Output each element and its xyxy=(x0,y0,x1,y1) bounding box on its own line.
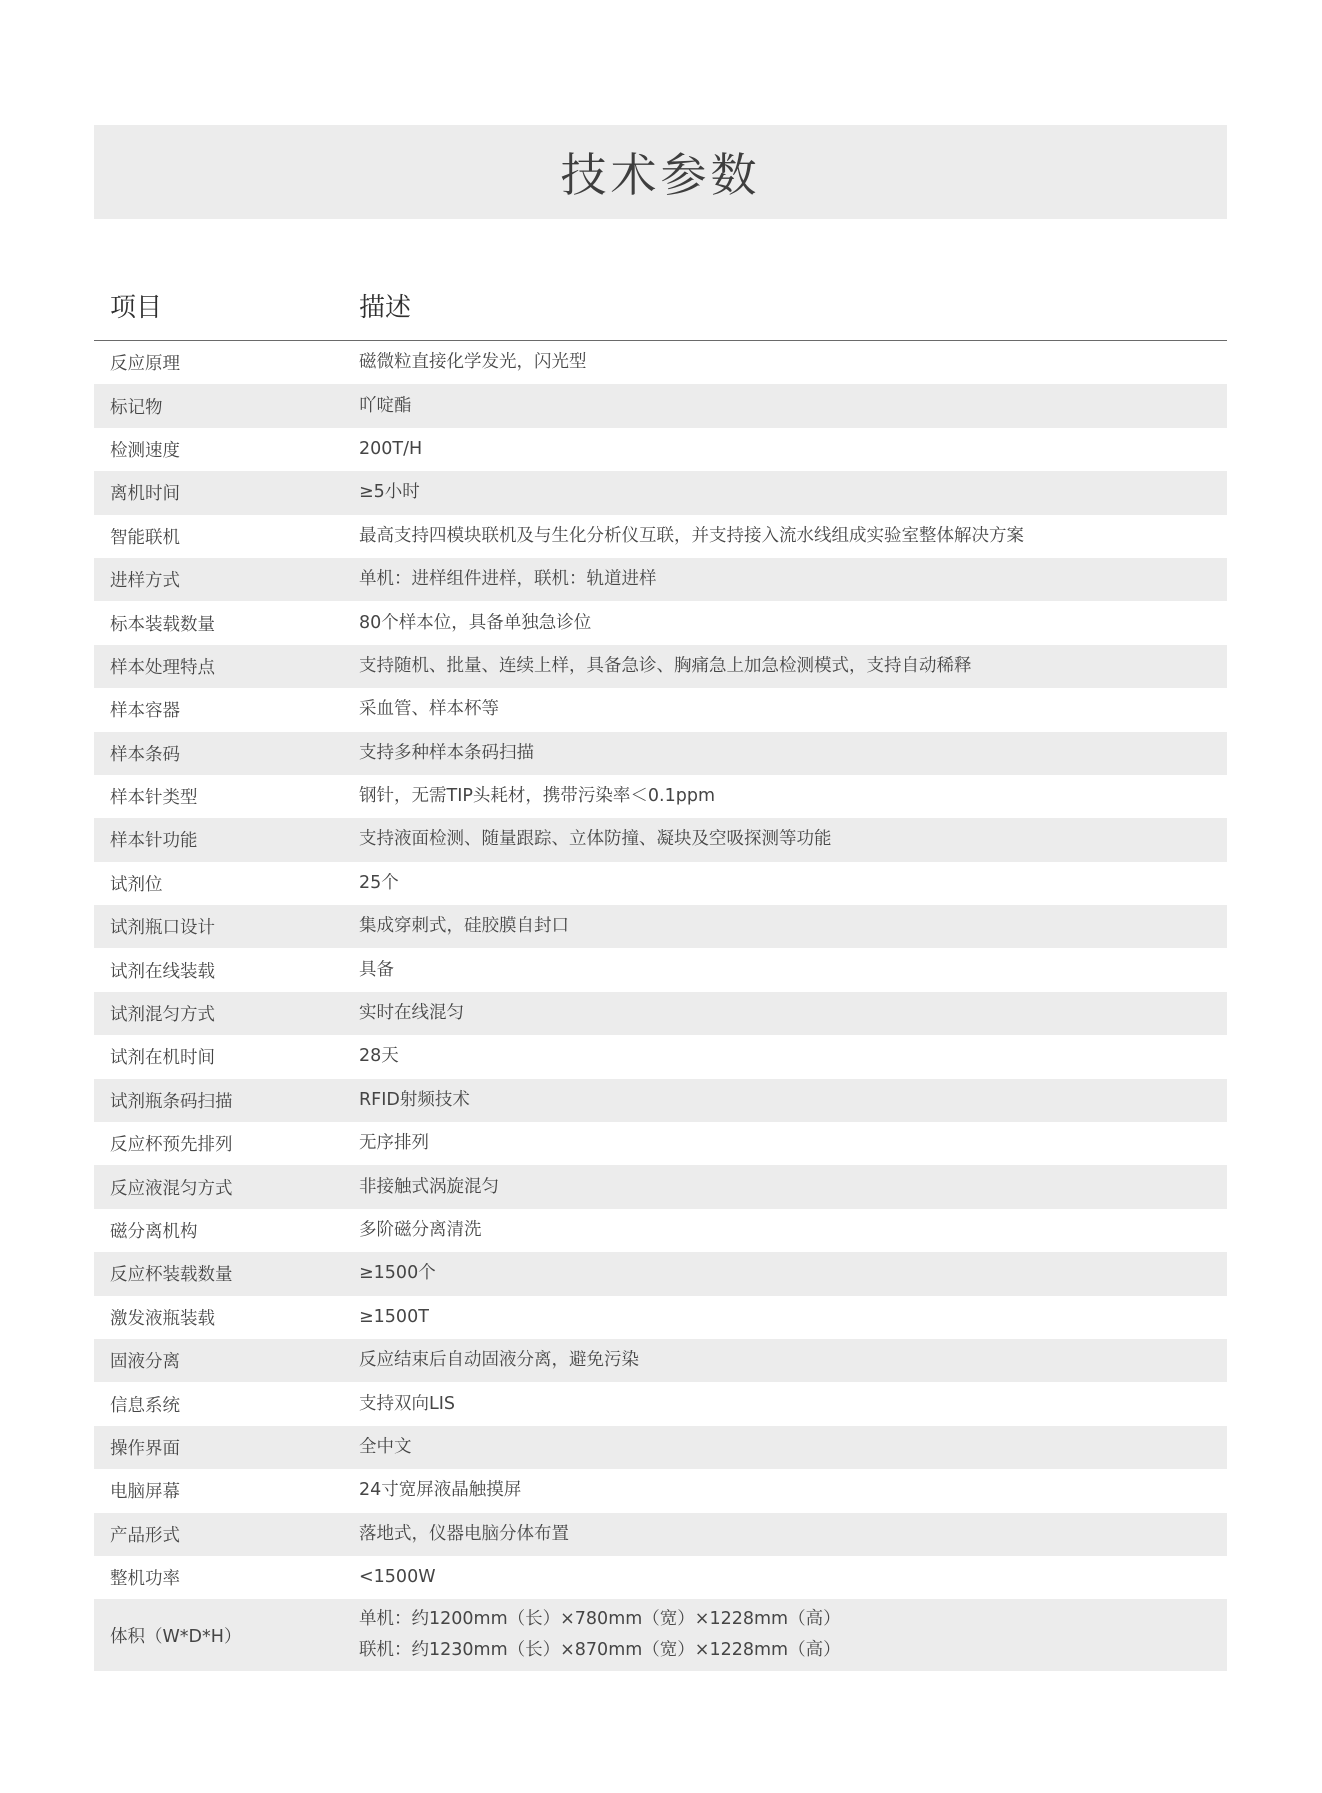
row-item: 电脑屏幕 xyxy=(110,1482,180,1503)
row-item: 进样方式 xyxy=(110,571,180,592)
row-item: 固液分离 xyxy=(110,1352,180,1373)
row-desc-line: 24寸宽屏液晶触摸屏 xyxy=(359,1480,522,1501)
row-desc xyxy=(359,1258,1227,1289)
row-desc xyxy=(359,434,1227,465)
row-desc xyxy=(359,608,1227,639)
row-desc xyxy=(359,1562,1227,1593)
row-desc xyxy=(359,1041,1227,1072)
row-item: 离机时间 xyxy=(110,484,180,505)
row-desc-line: 非接触式涡旋混匀 xyxy=(359,1176,499,1197)
row-desc-line: 最高支持四模块联机及与生化分析仪互联，并支持接入流水线组成实验室整体解决方案 xyxy=(359,525,1024,546)
row-item: 反应杯装载数量 xyxy=(110,1265,233,1286)
row-item: 反应液混匀方式 xyxy=(110,1178,233,1199)
table-row xyxy=(94,732,1227,775)
row-desc-line: <1500W xyxy=(359,1567,436,1588)
table-row xyxy=(94,1426,1227,1469)
row-desc xyxy=(359,1085,1227,1116)
table-row xyxy=(94,992,1227,1035)
row-item: 检测速度 xyxy=(110,440,180,461)
row-item: 试剂混匀方式 xyxy=(110,1005,215,1026)
spec-table xyxy=(94,270,1227,1671)
row-desc xyxy=(359,911,1227,942)
table-row xyxy=(94,905,1227,948)
row-desc xyxy=(359,347,1227,378)
row-desc xyxy=(359,1215,1227,1246)
row-item: 整机功率 xyxy=(110,1569,180,1590)
row-desc xyxy=(359,1172,1227,1203)
row-desc xyxy=(359,1432,1227,1463)
table-row xyxy=(94,1556,1227,1599)
table-row xyxy=(94,558,1227,601)
table-row xyxy=(94,818,1227,861)
table-row xyxy=(94,1035,1227,1078)
row-desc xyxy=(359,1604,1227,1666)
table-row xyxy=(94,1382,1227,1425)
row-desc xyxy=(359,1389,1227,1420)
row-item: 激发液瓶装载 xyxy=(110,1308,215,1329)
table-row xyxy=(94,471,1227,514)
header-desc: 描述 xyxy=(359,292,412,323)
page-title: 技术参数 xyxy=(560,148,761,202)
row-desc-line: 磁微粒直接化学发光，闪光型 xyxy=(359,352,587,373)
row-desc xyxy=(359,998,1227,1029)
row-item: 体积（W*D*H） xyxy=(110,1626,242,1647)
table-row xyxy=(94,1513,1227,1556)
table-row xyxy=(94,384,1227,427)
row-item: 试剂在机时间 xyxy=(110,1048,215,1069)
row-desc xyxy=(359,521,1227,552)
table-row xyxy=(94,775,1227,818)
table-row xyxy=(94,1122,1227,1165)
row-desc xyxy=(359,868,1227,899)
row-item: 反应杯预先排列 xyxy=(110,1135,233,1156)
row-item: 试剂瓶条码扫描 xyxy=(110,1091,233,1112)
row-desc-line: 具备 xyxy=(359,959,394,980)
row-desc xyxy=(359,1345,1227,1376)
row-desc xyxy=(359,477,1227,508)
table-row xyxy=(94,1339,1227,1382)
table-row xyxy=(94,948,1227,991)
row-desc-line: 支持液面检测、随量跟踪、立体防撞、凝块及空吸探测等功能 xyxy=(359,829,832,850)
table-body xyxy=(94,341,1227,1671)
row-desc-line: 25个 xyxy=(359,872,399,893)
row-item: 样本条码 xyxy=(110,744,180,765)
table-header xyxy=(94,270,1227,341)
table-row xyxy=(94,1165,1227,1208)
row-item: 信息系统 xyxy=(110,1395,180,1416)
table-row xyxy=(94,862,1227,905)
row-item: 样本处理特点 xyxy=(110,657,215,678)
table-row xyxy=(94,1252,1227,1295)
row-item: 产品形式 xyxy=(110,1525,180,1546)
row-desc xyxy=(359,1519,1227,1550)
table-row xyxy=(94,1469,1227,1512)
row-desc xyxy=(359,955,1227,986)
table-row xyxy=(94,515,1227,558)
row-item: 操作界面 xyxy=(110,1438,180,1459)
row-desc-line: 单机：约1200mm（长）×780mm（宽）×1228mm（高） xyxy=(359,1609,841,1630)
row-desc-line: 无序排列 xyxy=(359,1133,429,1154)
row-desc xyxy=(359,738,1227,769)
row-desc-line: 80个样本位，具备单独急诊位 xyxy=(359,612,592,633)
table-row xyxy=(94,1209,1227,1252)
row-desc-line: 吖啶酯 xyxy=(359,395,412,416)
row-item: 标本装载数量 xyxy=(110,614,215,635)
row-desc-line: 实时在线混匀 xyxy=(359,1003,464,1024)
row-item: 磁分离机构 xyxy=(110,1222,198,1242)
row-item: 反应原理 xyxy=(110,354,180,375)
row-desc xyxy=(359,564,1227,595)
row-desc-line: ≥5小时 xyxy=(359,482,420,503)
row-desc-line: 28天 xyxy=(359,1046,399,1067)
row-desc xyxy=(359,651,1227,682)
row-desc-line: ≥1500T xyxy=(359,1306,429,1327)
table-row xyxy=(94,341,1227,384)
row-item: 样本容器 xyxy=(110,701,180,722)
table-row xyxy=(94,1296,1227,1339)
row-desc-line: 钢针，无需TIP头耗材，携带污染率＜0.1ppm xyxy=(359,786,715,807)
row-desc-line: 落地式，仪器电脑分体布置 xyxy=(359,1523,569,1544)
row-desc-line: 200T/H xyxy=(359,438,423,459)
row-desc-line: 多阶磁分离清洗 xyxy=(359,1220,482,1240)
table-row xyxy=(94,645,1227,688)
table-row xyxy=(94,428,1227,471)
row-desc-line: 支持多种样本条码扫描 xyxy=(359,742,534,763)
row-item: 试剂瓶口设计 xyxy=(110,918,215,939)
row-desc-line: 采血管、样本杯等 xyxy=(359,699,499,720)
row-desc-line: 集成穿刺式，硅胶膜自封口 xyxy=(359,916,569,937)
row-desc xyxy=(359,694,1227,725)
row-desc-line: 支持随机、批量、连续上样，具备急诊、胸痛急上加急检测模式，支持自动稀释 xyxy=(359,655,972,676)
row-desc xyxy=(359,824,1227,855)
row-item: 试剂位 xyxy=(110,874,163,895)
row-desc xyxy=(359,1128,1227,1159)
row-desc xyxy=(359,1475,1227,1506)
row-desc xyxy=(359,391,1227,422)
row-desc-line: RFID射频技术 xyxy=(359,1089,470,1110)
row-desc-line: ≥1500个 xyxy=(359,1263,436,1284)
row-desc-line: 联机：约1230mm（长）×870mm（宽）×1228mm（高） xyxy=(359,1640,841,1661)
title-band xyxy=(94,125,1227,219)
table-row xyxy=(94,688,1227,731)
row-desc xyxy=(359,1302,1227,1333)
table-row xyxy=(94,1599,1227,1671)
row-item: 智能联机 xyxy=(110,527,180,548)
header-item: 项目 xyxy=(110,292,163,323)
row-item: 样本针功能 xyxy=(110,831,198,852)
row-item: 试剂在线装载 xyxy=(110,961,215,982)
row-desc-line: 反应结束后自动固液分离，避免污染 xyxy=(359,1350,639,1371)
table-row xyxy=(94,601,1227,644)
row-desc-line: 单机：进样组件进样，联机：轨道进样 xyxy=(359,569,657,590)
row-item: 样本针类型 xyxy=(110,788,198,809)
row-desc xyxy=(359,781,1227,812)
table-row xyxy=(94,1079,1227,1122)
row-desc-line: 全中文 xyxy=(359,1436,412,1457)
row-desc-line: 支持双向LIS xyxy=(359,1393,456,1414)
row-item: 标记物 xyxy=(110,397,163,418)
